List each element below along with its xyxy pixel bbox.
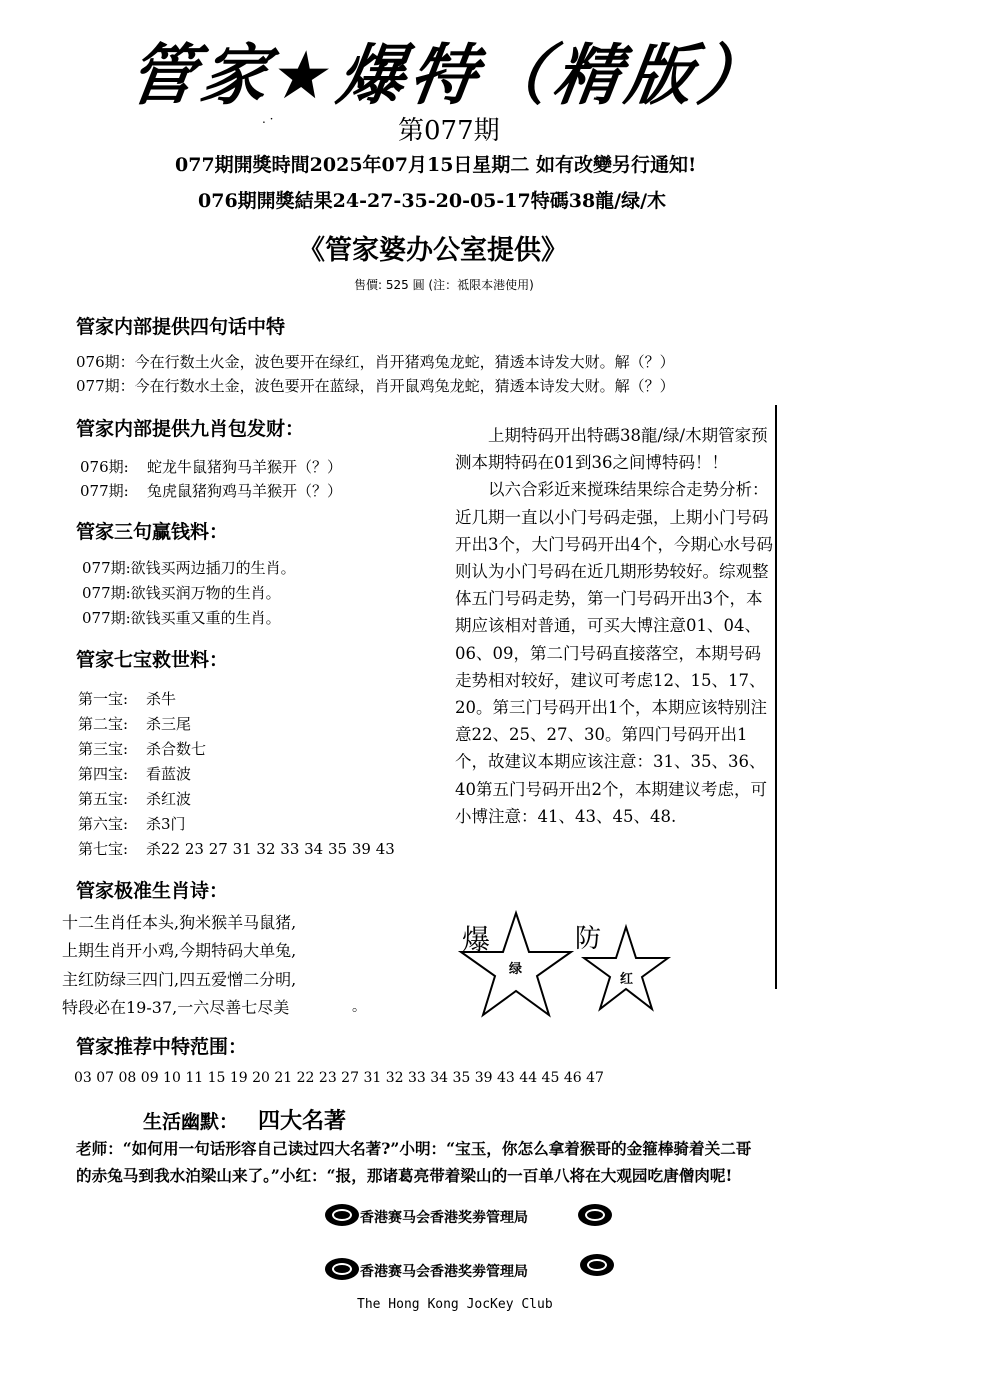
treasure-label: 第五宝: [78,790,129,808]
treasure-label: 第六宝: [78,815,129,833]
last-result: 076期開獎結果24-27-35-20-05-17特碼38龍/绿/木 [198,190,667,212]
four-lines-heading: 管家内部提供四句话中特 [76,316,286,338]
joke-label: 生活幽默： [143,1111,239,1133]
poem-line: 特段必在19-37,一六尽善七尽美 [62,998,290,1017]
fang-label: 防 [575,924,602,954]
treasure-value: 杀三尾 [146,715,192,733]
nine-zodiac-heading: 管家内部提供九肖包发财： [76,418,305,440]
treasure-value: 看蓝波 [146,765,192,783]
joke-title: 四大名著 [258,1108,347,1134]
four-lines-item: 076期：今在行数土火金，波色要开在绿红，肖开猪鸡兔龙蛇，猜透本诗发大财。解（？） [76,353,675,371]
treasure-label: 第四宝: [78,765,129,783]
decorative-dots: . · [262,112,274,126]
nine-zodiac-text: 兔虎鼠猪狗鸡马羊猴开（？） [147,482,343,500]
treasure-value: 杀22 23 27 31 32 33 34 35 39 43 [146,840,395,858]
three-lines-item: 077期:欲钱买润万物的生肖。 [82,584,281,602]
bao-label: 爆 [462,923,491,956]
three-lines-item: 077期:欲钱买重又重的生肖。 [82,609,281,627]
hkjc-logo-icon [325,1204,359,1226]
joke-line: 老师：“如何用一句话形容自己读过四大名著?”小明：“宝玉，你怎么拿着猴哥的金箍棒骑着关二哥 [76,1139,752,1158]
poem-heading: 管家极准生肖诗： [76,880,229,902]
bureau-name: 香港赛马会香港奖劵管理局 [360,1210,528,1226]
treasure-value: 杀合数七 [146,740,207,758]
seven-treasures-heading: 管家七宝救世料： [76,649,229,671]
jockey-club-name: The Hong Kong JocKey Club [357,1297,553,1312]
bureau-name: 香港赛马会香港奖劵管理局 [360,1264,528,1280]
treasure-label: 第三宝: [78,740,129,758]
issue-number: 第077期 [398,116,500,146]
nine-zodiac-issue: 076期: [80,458,129,476]
analysis-panel [455,422,773,830]
treasure-label: 第七宝: [78,840,129,858]
poem-line: 主红防绿三四门,四五爱憎二分明, [62,970,297,989]
poem-mark: 。 [352,999,366,1015]
nine-zodiac-text: 蛇龙牛鼠猪狗马羊猴开（？） [147,458,343,476]
nine-zodiac-issue: 077期: [80,482,129,500]
star-red-label: 红 [620,972,634,987]
three-lines-heading: 管家三句赢钱料： [76,521,229,543]
three-lines-item: 077期:欲钱买两边插刀的生肖。 [82,559,296,577]
treasure-label: 第一宝: [78,690,129,708]
four-lines-item: 077期：今在行数水土金，波色要开在蓝绿，肖开鼠鸡兔龙蛇，猜透本诗发大财。解（？） [76,377,675,395]
range-numbers: 03 07 08 09 10 11 15 19 20 21 22 23 27 31 32 33 34 35 39 43 44 45 46 47 [74,1070,604,1086]
joke-line: 的赤兔马到我水泊梁山来了。”小红：“报，那诸葛亮带着梁山的一百单八将在大观园吃唐僧肉呢! [76,1166,733,1185]
range-heading: 管家推荐中特范围： [76,1036,248,1058]
page-title: 管家★爆特（精版） [123,37,776,114]
hkjc-logo-icon [325,1258,359,1280]
poem-line: 十二生肖任本头,狗米猴羊马鼠猪, [62,913,297,932]
analysis-para-2: 以六合彩近来搅珠结果综合走势分析：近几期一直以小门号码走强，上期小门号码开出3个，大门号码开出4个，今期心水号码则认为小门号码在近几期形势较好。综观整体五门号码走势，第一门号码开出3个，本期应该相对普通，可买大博注意01、04、06、09，第二门号码直接落空，本期号码走势相对较好，建议可考虑12、15、17、20。第三门号码开出1个，本期应该特别注意22、25、27、30。第四门号码开出1个，故建议本期应该注意：31、35、36、40第五门号码开出2个，本期建议考虑，可小博注意：41、43、45、48. [455,480,773,826]
analysis-para-1: 上期特码开出特碼38龍/绿/木期管家预测本期特码在01到36之间博特码！！ [455,426,768,473]
hkjc-logo-icon [580,1254,614,1276]
panel-divider [775,405,777,989]
treasure-value: 杀3门 [146,815,186,833]
office-provider: 《管家婆办公室提供》 [298,235,568,266]
poem-line: 上期生肖开小鸡,今期特码大单兔, [62,941,297,960]
star-green-label: 绿 [509,962,523,977]
draw-time-notice: 077期開獎時間2025年07月15日星期二 如有改變另行通知! [175,154,697,176]
treasure-label: 第二宝: [78,715,129,733]
treasure-value: 杀牛 [146,690,177,708]
treasure-value: 杀红波 [146,790,192,808]
price-note: 售價: 525 圓 (注：祗限本港使用) [354,278,534,292]
hkjc-logo-icon [578,1204,612,1226]
